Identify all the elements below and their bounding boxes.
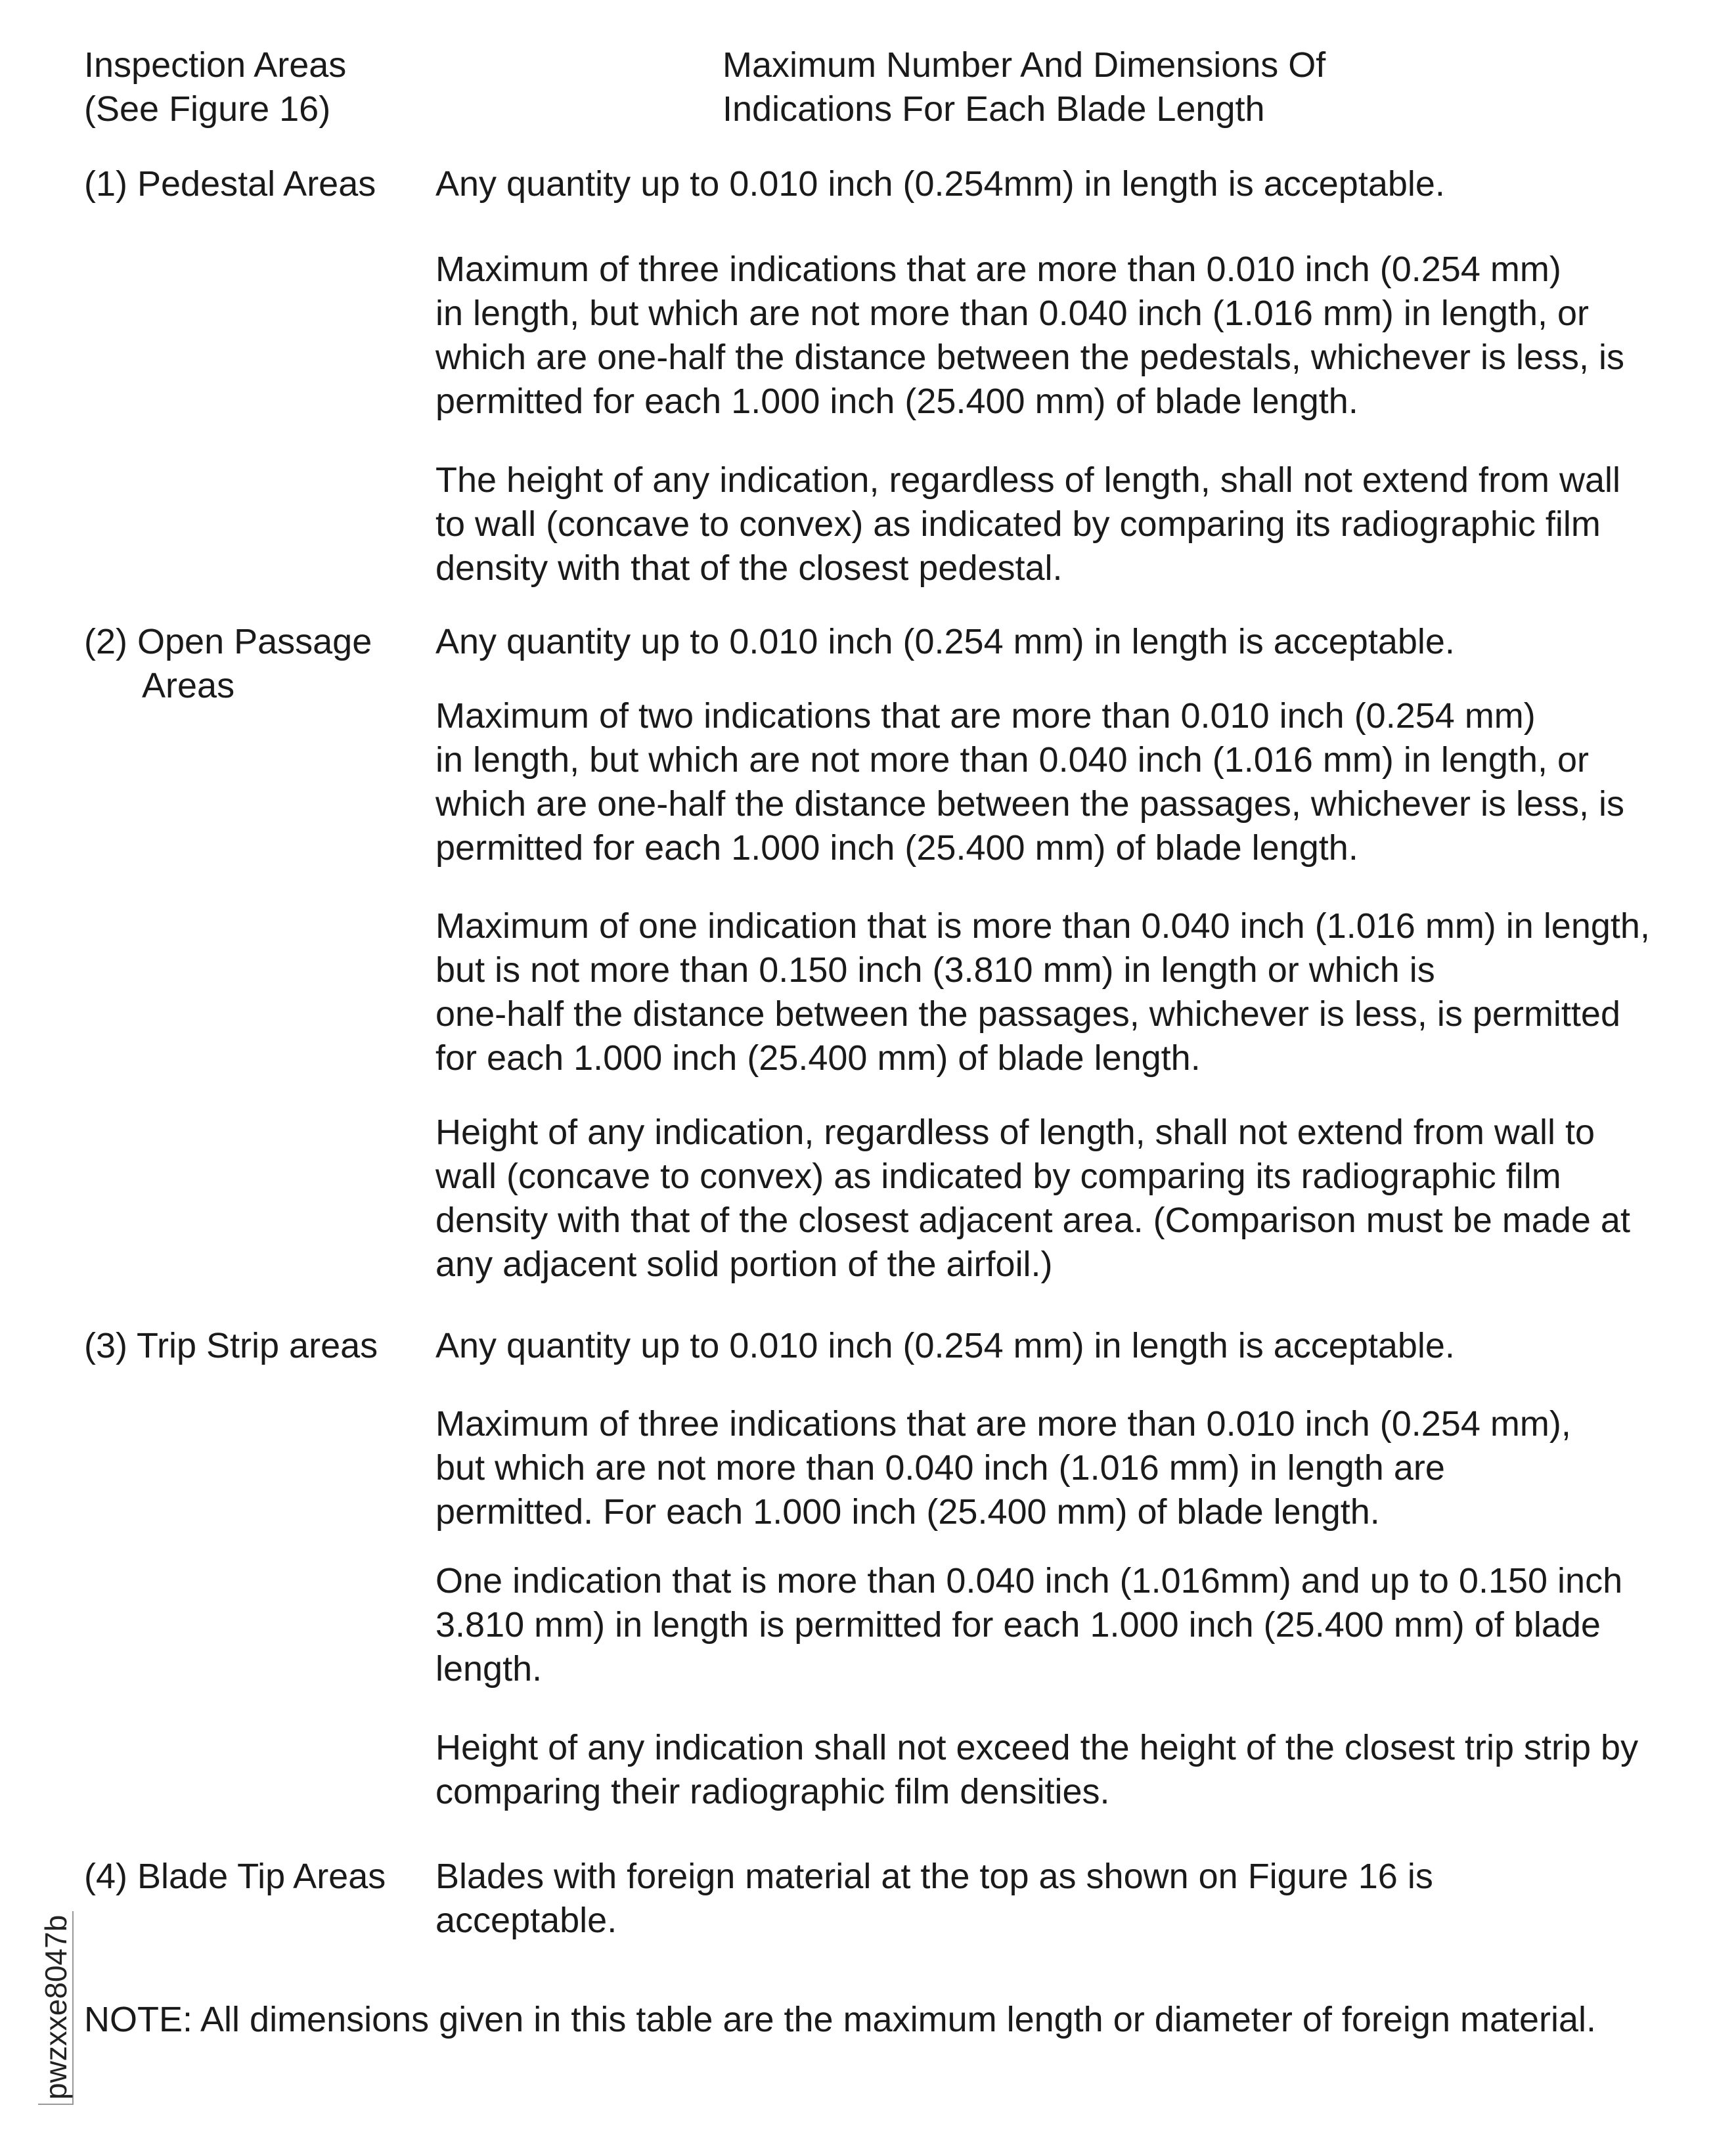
paragraph-line: Blades with foreign material at the top as shown on Figure 16 is	[435, 1857, 1433, 1896]
header-left-line-1: Inspection Areas	[84, 45, 347, 85]
paragraph-line: Maximum of two indications that are more than 0.010 inch (0.254 mm)	[435, 696, 1536, 736]
area-label-trip-strip	[84, 1324, 439, 1368]
paragraph-line: but is not more than 0.150 inch (3.810 mm) in length or which is	[435, 950, 1435, 990]
paragraph-line: length.	[435, 1649, 543, 1689]
area-label-text: (3) Trip Strip areas	[84, 1326, 378, 1365]
open-passage-paragraph-1	[435, 620, 1703, 664]
paragraph-line: but which are not more than 0.040 inch (1.016 mm) in length are	[435, 1448, 1445, 1488]
area-label-pedestal	[84, 162, 439, 206]
paragraph-line: for each 1.000 inch (25.400 mm) of blade length.	[435, 1038, 1201, 1078]
paragraph-line: Any quantity up to 0.010 inch (0.254 mm) in length is acceptable.	[435, 622, 1455, 661]
paragraph-line: comparing their radiographic film densities.	[435, 1772, 1110, 1811]
open-passage-paragraph-4	[435, 1111, 1703, 1287]
header-left-line-2: (See Figure 16)	[84, 89, 331, 129]
paragraph-line: Any quantity up to 0.010 inch (0.254mm) in length is acceptable.	[435, 164, 1445, 204]
paragraph-line: Maximum of one indication that is more than 0.040 inch (1.016 mm) in length,	[435, 906, 1650, 946]
column-header-inspection-areas	[84, 43, 544, 131]
pedestal-paragraph-2	[435, 248, 1703, 424]
paragraph-line: permitted for each 1.000 inch (25.400 mm) of blade length.	[435, 382, 1358, 421]
paragraph-line: any adjacent solid portion of the airfoil.)	[435, 1245, 1053, 1284]
area-label-text-continued: Areas	[142, 666, 235, 705]
paragraph-line: which are one-half the distance between the pedestals, whichever is less, is	[435, 338, 1625, 377]
open-passage-paragraph-3	[435, 904, 1703, 1080]
paragraph-line: to wall (concave to convex) as indicated by comparing its radiographic film	[435, 504, 1601, 544]
paragraph-line: The height of any indication, regardless of length, shall not extend from wall	[435, 460, 1621, 500]
paragraph-line: which are one-half the distance between the passages, whichever is less, is	[435, 784, 1625, 824]
paragraph-line: Maximum of three indications that are more than 0.010 inch (0.254 mm),	[435, 1404, 1571, 1444]
area-label-text: (2) Open Passage	[84, 622, 372, 661]
trip-strip-paragraph-1	[435, 1324, 1703, 1368]
paragraph-line: permitted. For each 1.000 inch (25.400 mm) of blade length.	[435, 1492, 1380, 1532]
paragraph-line: Height of any indication, regardless of length, shall not extend from wall to	[435, 1113, 1595, 1152]
paragraph-line: density with that of the closest adjacent area. (Comparison must be made at	[435, 1201, 1630, 1240]
paragraph-line: in length, but which are not more than 0.040 inch (1.016 mm) in length, or	[435, 740, 1590, 780]
paragraph-line: Height of any indication shall not exceed the height of the closest trip strip by	[435, 1728, 1639, 1767]
area-label-text: (1) Pedestal Areas	[84, 164, 376, 204]
header-right-line-1: Maximum Number And Dimensions Of	[723, 45, 1326, 85]
paragraph-line: in length, but which are not more than 0.040 inch (1.016 mm) in length, or	[435, 294, 1590, 333]
paragraph-line: permitted for each 1.000 inch (25.400 mm) of blade length.	[435, 828, 1358, 868]
paragraph-line: One indication that is more than 0.040 inch (1.016mm) and up to 0.150 inch	[435, 1561, 1623, 1601]
trip-strip-paragraph-4	[435, 1726, 1703, 1814]
area-label-blade-tip	[84, 1855, 439, 1899]
paragraph-line: wall (concave to convex) as indicated by comparing its radiographic film	[435, 1157, 1561, 1196]
table-note: NOTE: All dimensions given in this table are the maximum length or diameter of foreign material.	[84, 2000, 1597, 2039]
paragraph-line: Any quantity up to 0.010 inch (0.254 mm) in length is acceptable.	[435, 1326, 1455, 1365]
paragraph-line: one-half the distance between the passages, whichever is less, is permitted	[435, 994, 1620, 1034]
paragraph-line: 3.810 mm) in length is permitted for each 1.000 inch (25.400 mm) of blade	[435, 1605, 1601, 1645]
area-label-open-passage	[84, 620, 439, 708]
paragraph-line: acceptable.	[435, 1901, 617, 1940]
blade-tip-paragraph-1	[435, 1855, 1703, 1943]
area-label-text: (4) Blade Tip Areas	[84, 1857, 386, 1896]
paragraph-line: density with that of the closest pedestal.	[435, 548, 1063, 588]
figure-id-label: pwzxxe8047b	[38, 1911, 74, 2105]
pedestal-paragraph-3	[435, 458, 1703, 590]
trip-strip-paragraph-3	[435, 1559, 1703, 1691]
trip-strip-paragraph-2	[435, 1402, 1703, 1534]
column-header-maximum-dimensions	[723, 43, 1576, 131]
paragraph-line: Maximum of three indications that are more than 0.010 inch (0.254 mm)	[435, 250, 1561, 289]
pedestal-paragraph-1	[435, 162, 1703, 206]
open-passage-paragraph-2	[435, 694, 1703, 870]
header-right-line-2: Indications For Each Blade Length	[723, 89, 1265, 129]
